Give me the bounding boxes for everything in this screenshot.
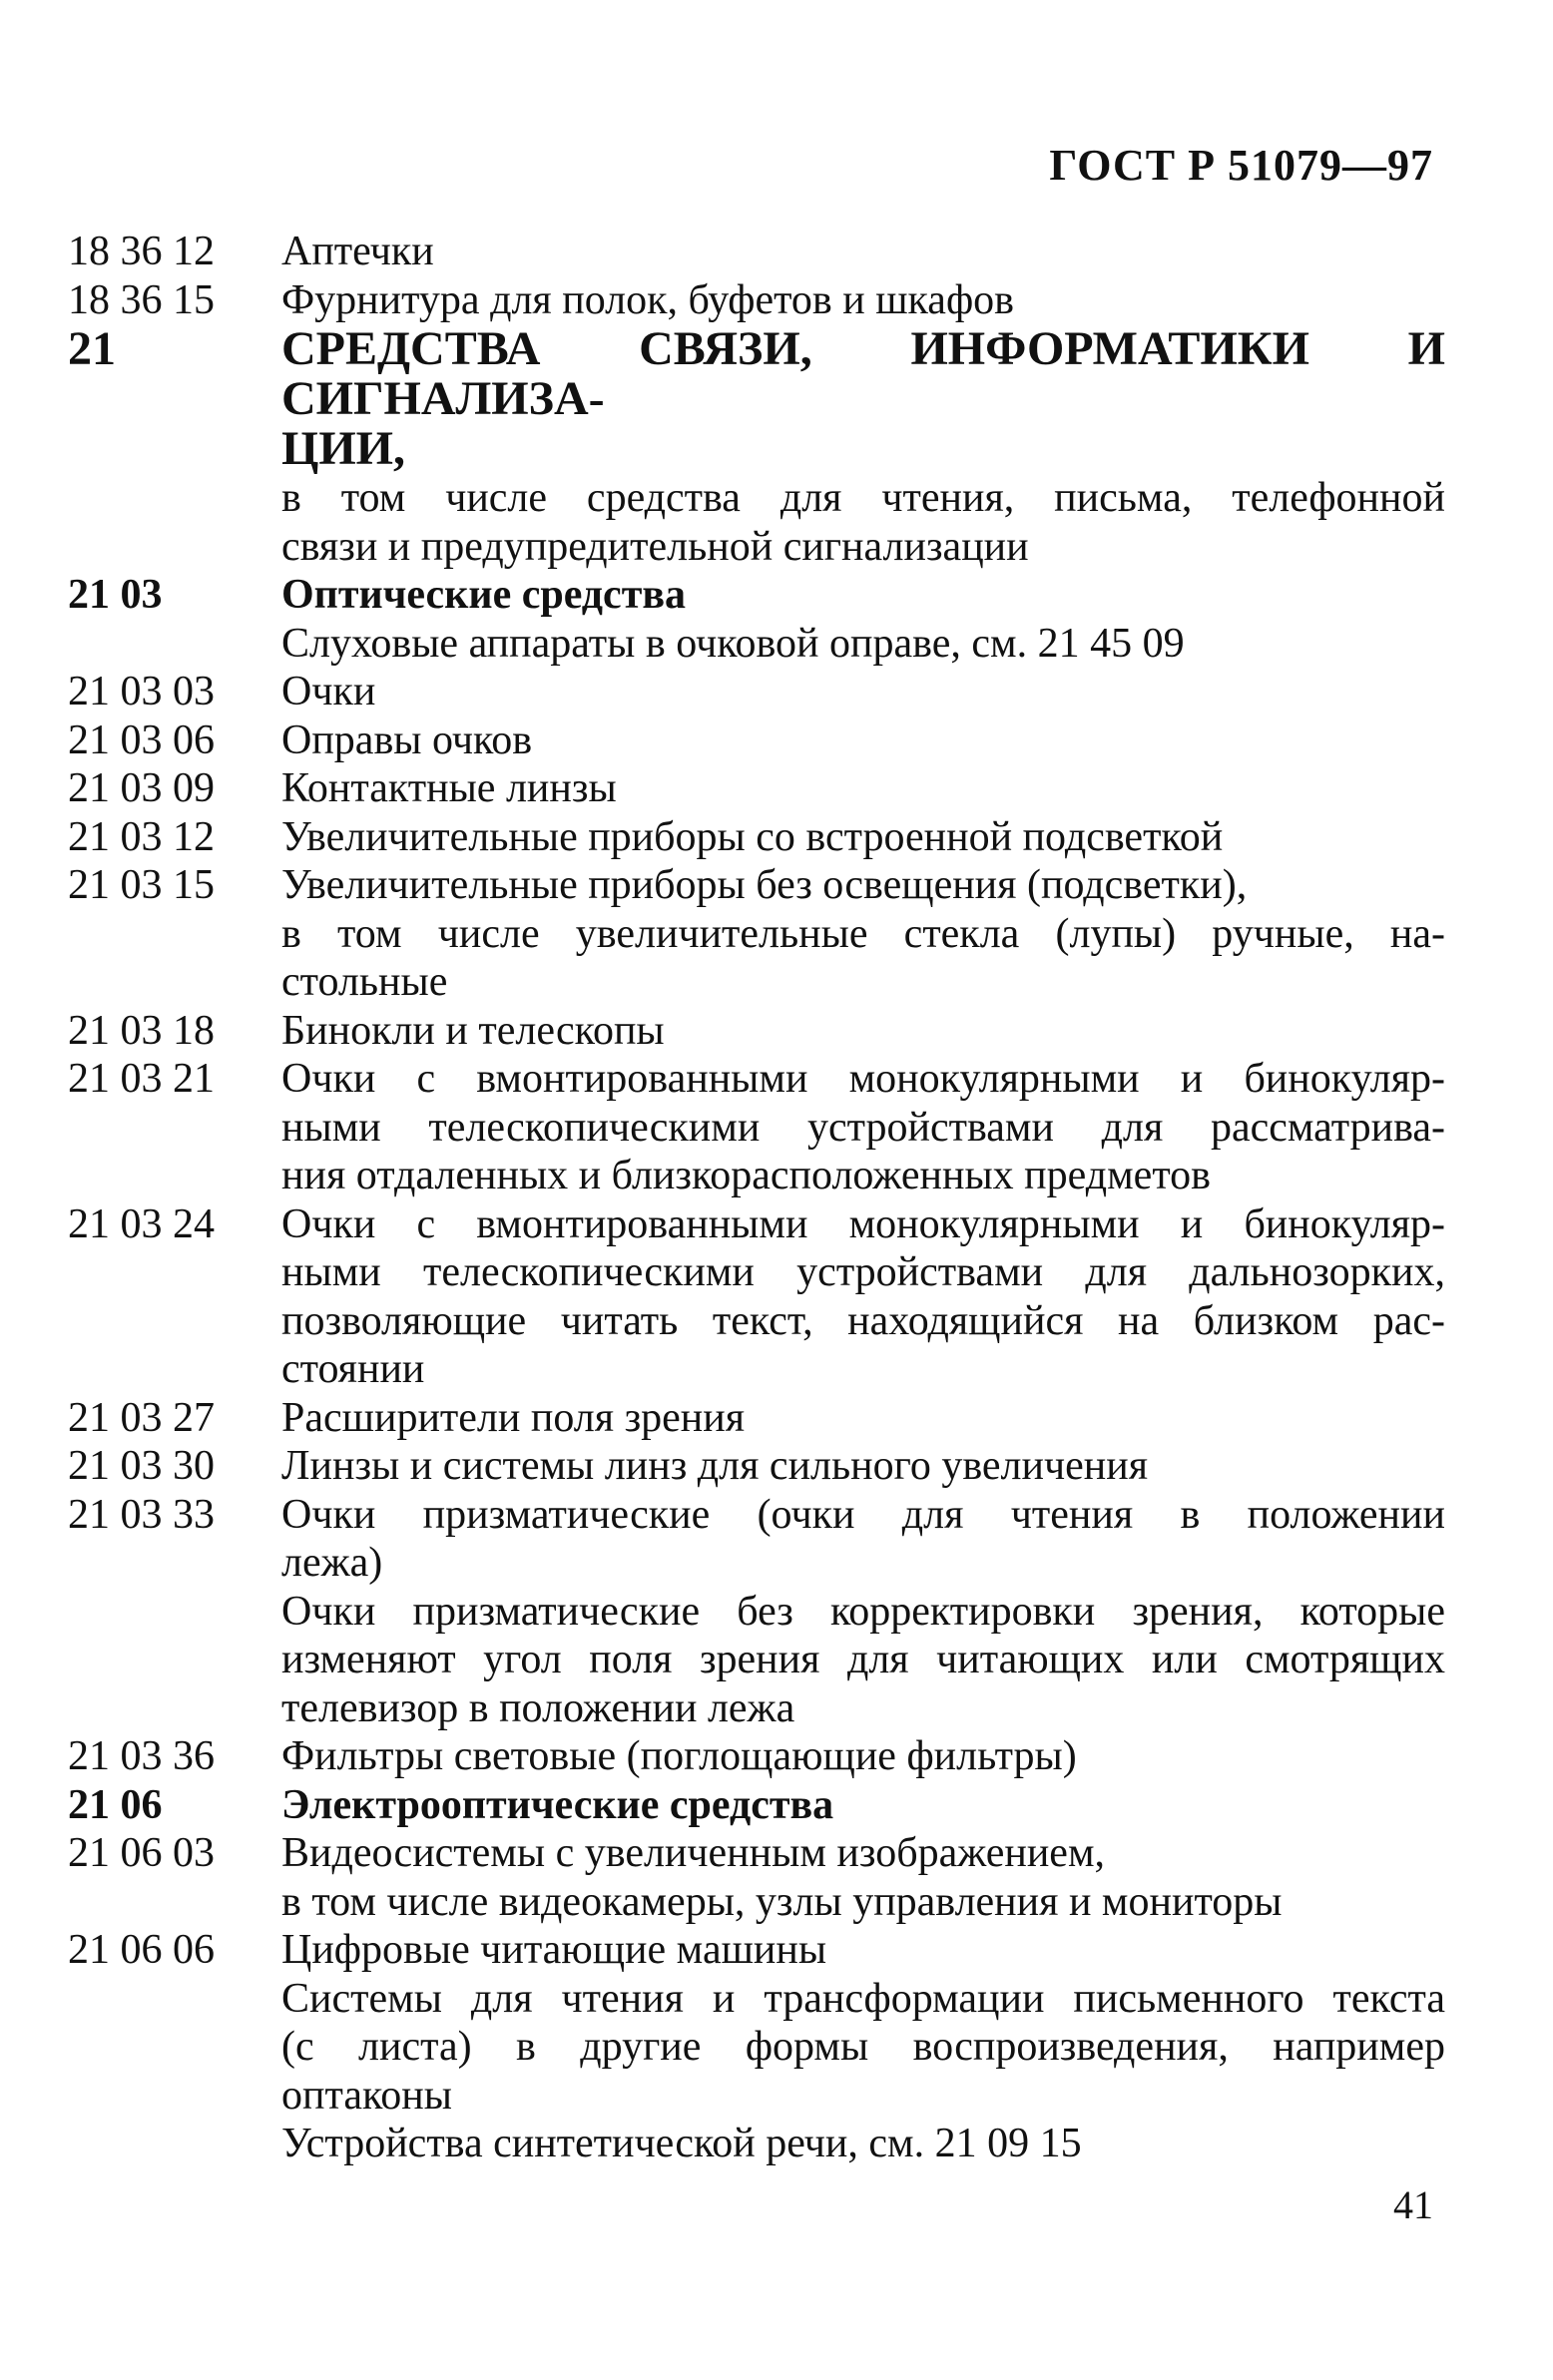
- entry-line: Фурнитура для полок, буфетов и шкафов: [281, 276, 1014, 323]
- entry-line: Оправы очков: [281, 716, 533, 763]
- section-heading: [68, 324, 1445, 474]
- entry-code: 21 03 18: [68, 1007, 215, 1054]
- note-line: в том числе средства для чтения, письма, телефонной: [281, 475, 1445, 521]
- section-title-line: ЦИИ,: [281, 422, 406, 475]
- page-number: 41: [1393, 2182, 1433, 2227]
- entry-line: (с листа) в другие формы воспроизведения, например: [281, 2024, 1445, 2070]
- entry-line: лежа): [281, 1540, 383, 1586]
- entry-line: Фильтры световые (поглощающие фильтры): [281, 1733, 1077, 1779]
- entry-line: Линзы и системы линз для сильного увеличения: [281, 1443, 1149, 1489]
- list-item: [68, 1926, 1445, 2168]
- list-item: [68, 1829, 1445, 1926]
- entry-line: Очки с вмонтированными монокулярными и бинокуляр-: [281, 1200, 1445, 1247]
- entry-line: стольные: [281, 959, 448, 1005]
- entry-line: Устройства синтетической речи, см. 21 09 15: [281, 2121, 1082, 2166]
- subsection-code: 21 03: [68, 572, 163, 618]
- subsection-heading: [68, 1781, 1445, 1830]
- entry-text: [281, 276, 1445, 325]
- list-item: [68, 276, 1445, 325]
- entry-code: 21 03 24: [68, 1200, 215, 1247]
- note-line: Слуховые аппараты в очковой оправе, см. 21 45 09: [281, 620, 1185, 667]
- entry-line: Очки с вмонтированными монокулярными и бинокуляр-: [281, 1056, 1445, 1102]
- entry-code: 21 06 03: [68, 1830, 215, 1876]
- entry-code: 21 03 30: [68, 1443, 215, 1489]
- section-note: [68, 474, 1445, 571]
- entry-code: 21 06 06: [68, 1927, 215, 1973]
- entry-line: в том числе увеличительные стекла (лупы) ручные, на-: [281, 910, 1445, 957]
- entry-line: позволяющие читать текст, находящийся на близком рас-: [281, 1297, 1445, 1344]
- entry-line: телевизор в положении лежа: [281, 1684, 795, 1731]
- entry-code: 21 03 03: [68, 669, 215, 714]
- entry-code: 21 03 15: [68, 862, 215, 908]
- entry-text: [281, 228, 1445, 276]
- list-item: [68, 1200, 1445, 1394]
- list-item: [68, 1442, 1445, 1491]
- subsection-note: [68, 620, 1445, 669]
- entry-line: Цифровые читающие машины: [281, 1927, 827, 1973]
- subsection-code: 21 06: [68, 1781, 163, 1828]
- section-code: 21: [68, 322, 116, 375]
- entry-line: в том числе видеокамеры, узлы управления и мониторы: [281, 1878, 1283, 1925]
- entry-code: 21 03 27: [68, 1394, 215, 1441]
- entry-code: 18 36 15: [68, 276, 215, 323]
- entry-line: оптаконы: [281, 2072, 452, 2119]
- list-item: [68, 228, 1445, 276]
- subsection-title: Электрооптические средства: [281, 1781, 834, 1828]
- subsection-title: Оптические средства: [281, 572, 687, 618]
- entry-line: Очки призматические без корректировки зрения, которые: [281, 1588, 1445, 1635]
- entry-code: 21 03 21: [68, 1056, 215, 1102]
- entry-line: ния отдаленных и близкорасположенных предметов: [281, 1153, 1211, 1198]
- entry-line: Очки: [281, 669, 376, 714]
- entry-code: 21 03 33: [68, 1491, 215, 1538]
- list-item: [68, 813, 1445, 862]
- entry-code: 21 03 06: [68, 716, 215, 763]
- section-title: [281, 324, 1445, 474]
- list-item: [68, 1732, 1445, 1781]
- subsection-heading: [68, 571, 1445, 620]
- entry-line: Контактные линзы: [281, 765, 617, 811]
- entry-line: Системы для чтения и трансформации письменного текста: [281, 1975, 1445, 2022]
- document-header: ГОСТ Р 51079—97: [1049, 141, 1433, 190]
- list-item: [68, 764, 1445, 813]
- entry-line: Видеосистемы с увеличенным изображением,: [281, 1830, 1106, 1876]
- entry-line: Увеличительные приборы без освещения (подсветки),: [281, 862, 1248, 908]
- entry-line: Увеличительные приборы со встроенной подсветкой: [281, 813, 1224, 860]
- entry-code: 21 03 36: [68, 1733, 215, 1779]
- entry-line: ными телескопическими устройствами для дальнозорких,: [281, 1249, 1445, 1295]
- list-item: [68, 1394, 1445, 1443]
- list-item: [68, 1491, 1445, 1733]
- entry-line: Бинокли и телескопы: [281, 1007, 665, 1054]
- section-title-line: СРЕДСТВА СВЯЗИ, ИНФОРМАТИКИ И СИГНАЛИЗА-: [281, 322, 1445, 425]
- classification-list: [68, 228, 1445, 2168]
- list-item: [68, 1007, 1445, 1056]
- list-item: [68, 668, 1445, 716]
- entry-line: изменяют угол поля зрения для читающих или смотрящих: [281, 1637, 1445, 1682]
- entry-line: стоянии: [281, 1346, 425, 1392]
- entry-line: Очки призматические (очки для чтения в положении: [281, 1491, 1445, 1538]
- list-item: [68, 861, 1445, 1007]
- entry-code: 21 03 12: [68, 813, 215, 860]
- entry-line: Аптечки: [281, 229, 434, 274]
- entry-line: Расширители поля зрения: [281, 1394, 746, 1441]
- note-line: связи и предупредительной сигнализации: [281, 523, 1029, 570]
- entry-line: ными телескопическими устройствами для рассматрива-: [281, 1104, 1445, 1151]
- entry-code: 21 03 09: [68, 765, 215, 811]
- list-item: [68, 1055, 1445, 1200]
- entry-code: 18 36 12: [68, 229, 215, 274]
- list-item: [68, 716, 1445, 765]
